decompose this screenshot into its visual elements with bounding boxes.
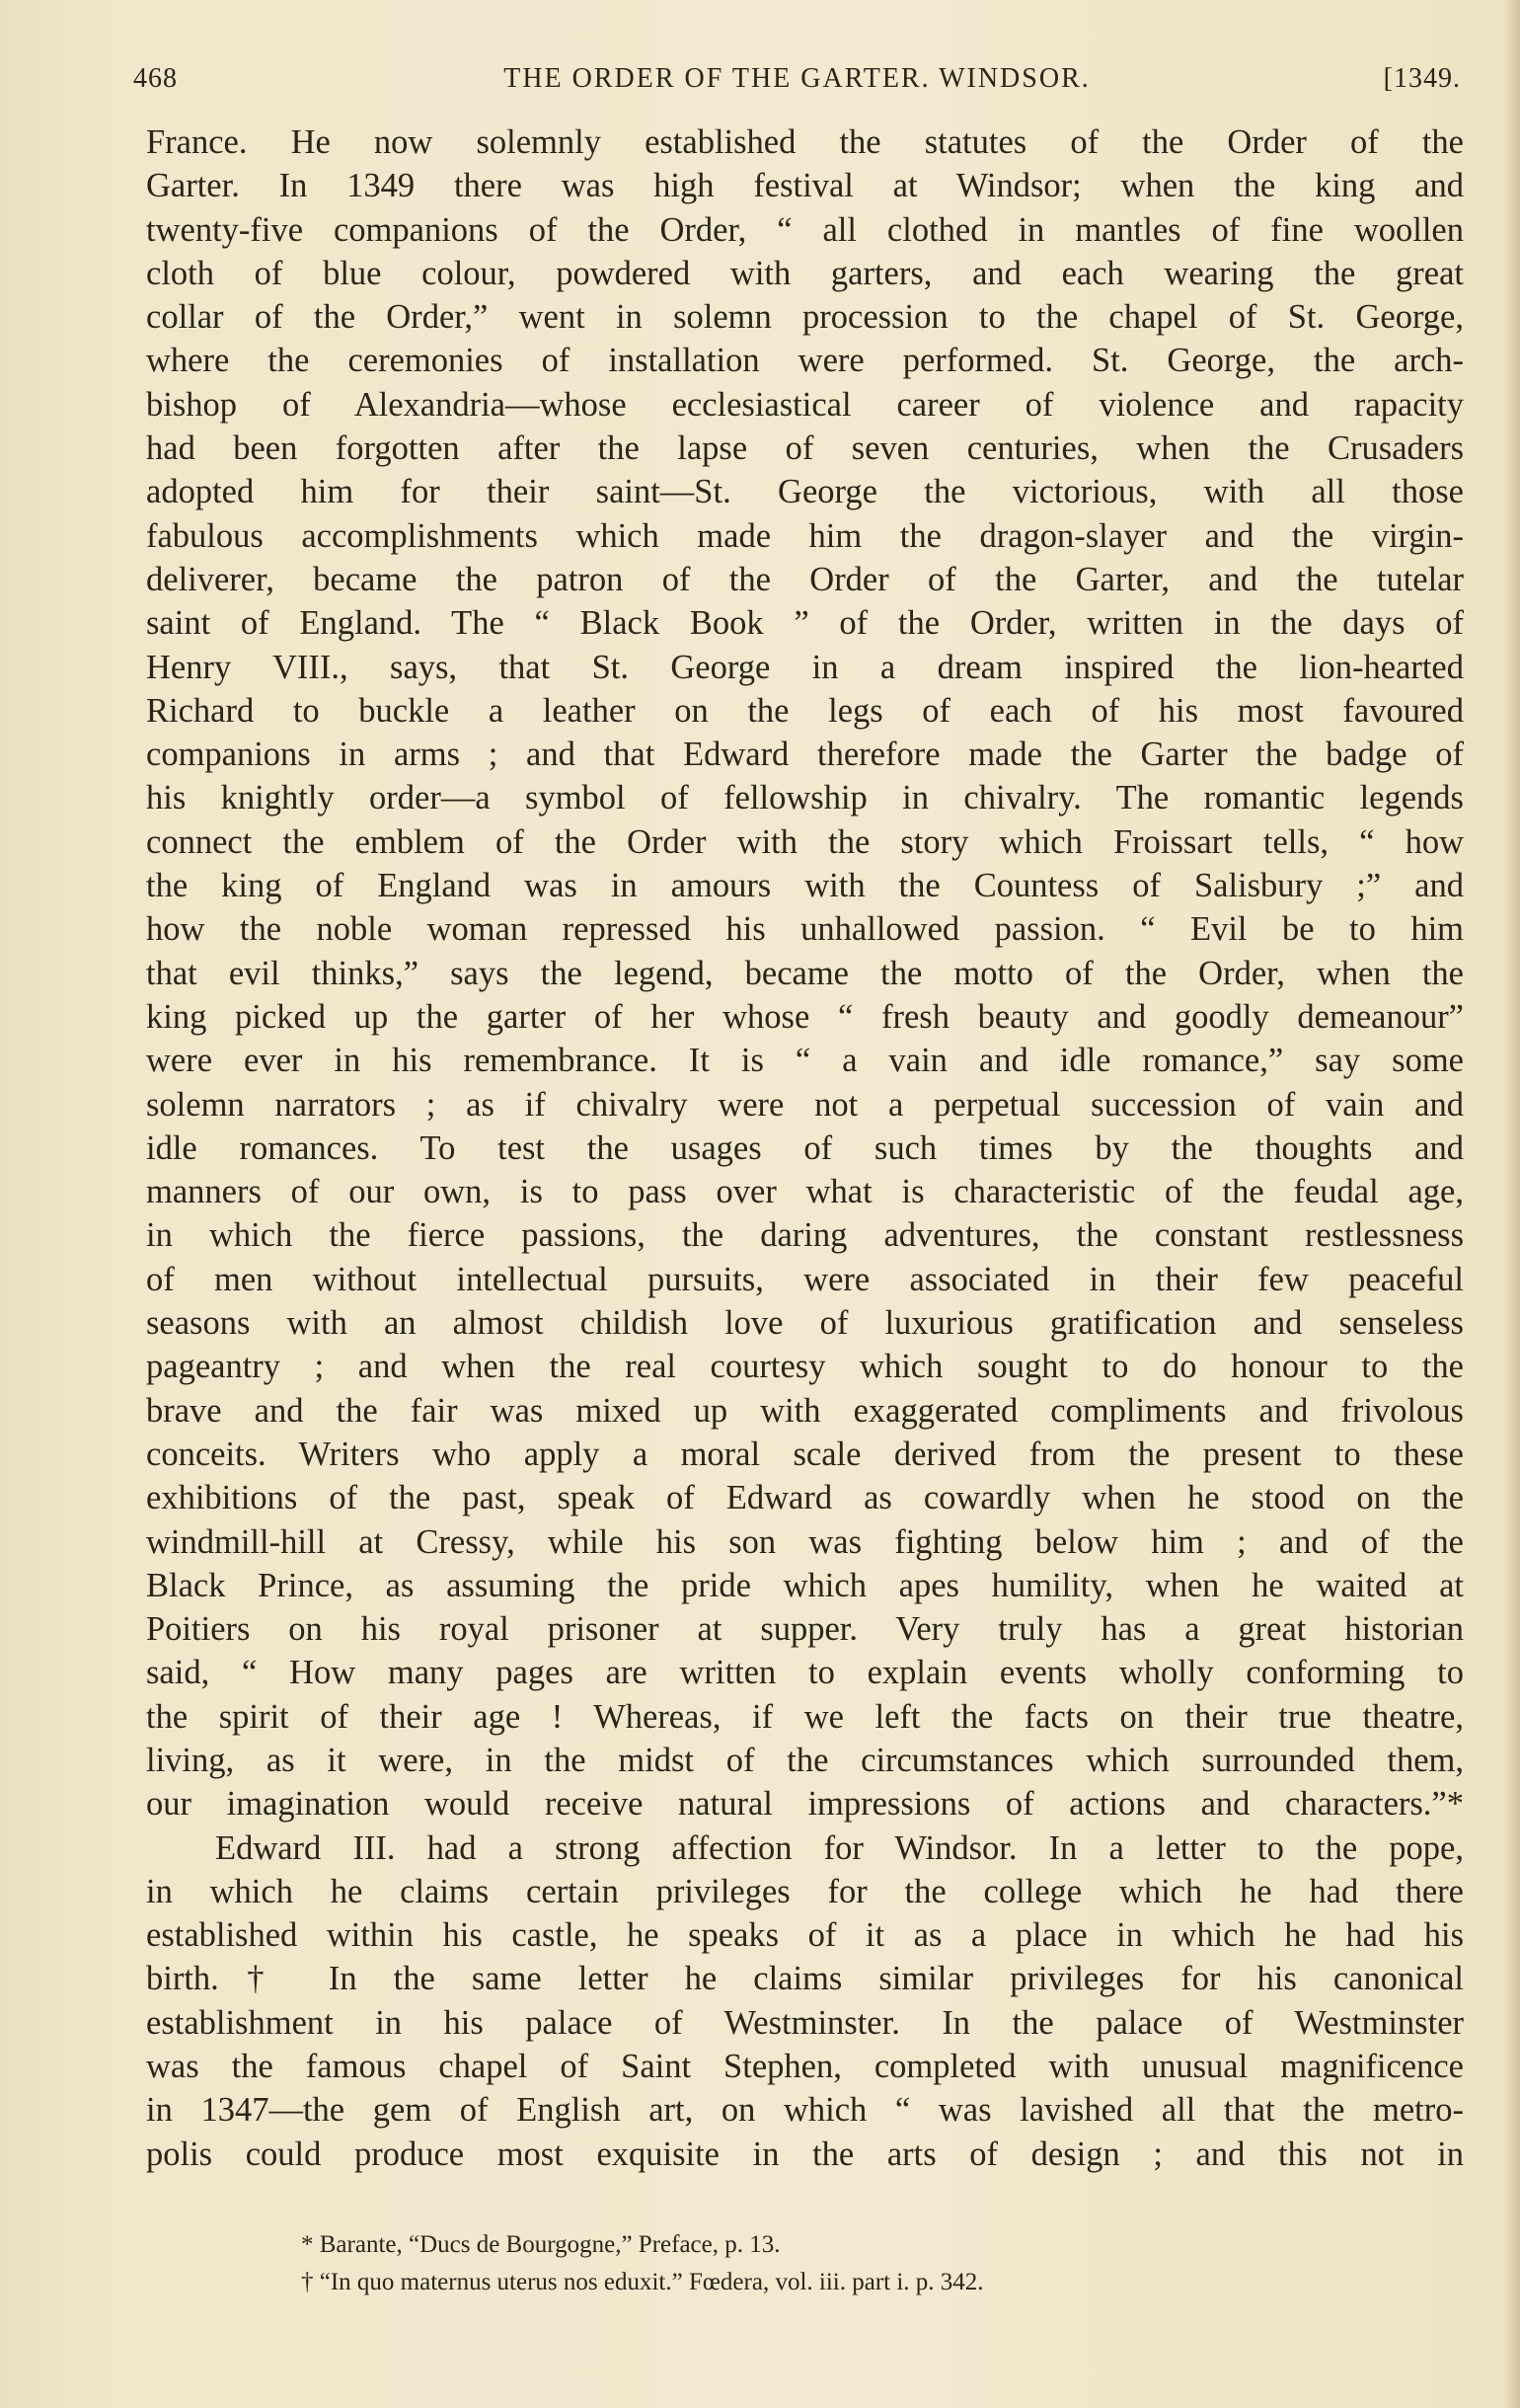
text-line: Henry VIII., says, that St. George in a dream inspired the lion-hearted — [146, 648, 1464, 686]
text-line: idle romances. To test the usages of such times by the thoughts and — [146, 1128, 1464, 1167]
text-line: Richard to buckle a leather on the legs of each of his most favoured — [146, 691, 1464, 730]
header-year: [1349. — [1383, 63, 1461, 94]
body-text — [146, 120, 1464, 2176]
text-line: manners of our own, is to pass over what is characteristic of the feudal age, — [146, 1173, 1464, 1211]
text-line: windmill-hill at Cressy, while his son was fighting below him ; and of the — [146, 1522, 1464, 1561]
text-line: fabulous accomplishments which made him the dragon-slayer and the virgin- — [146, 516, 1464, 555]
text-line: in which the fierce passions, the daring adventures, the constant restlessness — [146, 1216, 1464, 1255]
text-line: connect the emblem of the Order with the story which Froissart tells, “ how — [146, 822, 1464, 861]
text-line: how the noble woman repressed his unhallowed passion. “ Evil be to him — [146, 910, 1464, 949]
text-line: deliverer, became the patron of the Order of the Garter, and the tutelar — [146, 560, 1464, 598]
text-line: had been forgotten after the lapse of seven centuries, when the Crusaders — [146, 429, 1464, 468]
text-line: companions in arms ; and that Edward therefore made the Garter the badge of — [146, 736, 1464, 774]
text-line: France. He now solemnly established the statutes of the Order of the — [146, 123, 1464, 161]
text-line: was the famous chapel of Saint Stephen, completed with unusual magnificence — [146, 2048, 1464, 2086]
text-line: Poitiers on his royal prisoner at supper. Very truly has a great historian — [146, 1610, 1464, 1649]
text-line: that evil thinks,” says the legend, became the motto of the Order, when the — [146, 954, 1464, 992]
text-line: were ever in his remembrance. It is “ a vain and idle romance,” say some — [146, 1042, 1464, 1080]
text-line: the spirit of their age ! Whereas, if we left the facts on their true theatre, — [146, 1697, 1464, 1736]
footnote: * Barante, “Ducs de Bourgogne,” Preface, p. 13. — [301, 2231, 781, 2258]
text-line: king picked up the garter of her whose “ fresh beauty and goodly demeanour” — [146, 997, 1464, 1036]
text-line: bishop of Alexandria—whose ecclesiastical career of violence and rapacity — [146, 385, 1464, 424]
footnotes — [301, 2226, 1337, 2301]
text-line: establishment in his palace of Westminster. In the palace of Westminster — [146, 2003, 1464, 2042]
text-line: said, “ How many pages are written to explain events wholly conforming to — [146, 1654, 1464, 1692]
text-line: exhibitions of the past, speak of Edward as cowardly when he stood on the — [146, 1479, 1464, 1517]
text-line: our imagination would receive natural impressions of actions and characters.”* — [146, 1785, 1464, 1824]
text-line: seasons with an almost childish love of luxurious gratification and senseless — [146, 1304, 1464, 1343]
text-line: solemn narrators ; as if chivalry were not a perpetual succession of vain and — [146, 1085, 1464, 1124]
paragraph-start-line: Edward III. had a strong affection for Windsor. In a letter to the pope, — [215, 1828, 1464, 1867]
text-line: twenty-five companions of the Order, “ all clothed in mantles of fine woollen — [146, 210, 1464, 249]
text-line: polis could produce most exquisite in the arts of design ; and this not in — [146, 2135, 1464, 2173]
text-line: living, as it were, in the midst of the circumstances which surrounded them, — [146, 1741, 1464, 1779]
text-line: Garter. In 1349 there was high festival at Windsor; when the king and — [146, 167, 1464, 205]
text-line: in 1347—the gem of English art, on which “ was lavished all that the metro- — [146, 2091, 1464, 2130]
text-line: of men without intellectual pursuits, were associated in their few peaceful — [146, 1260, 1464, 1298]
text-line: conceits. Writers who apply a moral scale derived from the present to these — [146, 1435, 1464, 1473]
page-number: 468 — [133, 63, 178, 94]
page-edge-shadow — [1504, 0, 1520, 2408]
text-line: in which he claims certain privileges for the college which he had there — [146, 1872, 1464, 1910]
text-line: pageantry ; and when the real courtesy which sought to do honour to the — [146, 1348, 1464, 1386]
text-line: established within his castle, he speaks of it as a place in which he had his — [146, 1916, 1464, 1955]
text-line: birth.† In the same letter he claims similar privileges for his canonical — [146, 1960, 1464, 1998]
text-line: the king of England was in amours with the Countess of Salisbury ;” and — [146, 867, 1464, 905]
text-line: adopted him for their saint—St. George the victorious, with all those — [146, 473, 1464, 511]
text-line: saint of England. The “ Black Book ” of the Order, written in the days of — [146, 604, 1464, 643]
running-header — [133, 63, 1461, 111]
footnote: † “In quo maternus uterus nos eduxit.” Fœdera, vol. iii. part i. p. 342. — [301, 2269, 984, 2295]
text-line: Black Prince, as assuming the pride which apes humility, when he waited at — [146, 1566, 1464, 1604]
text-line: where the ceremonies of installation were performed. St. George, the arch- — [146, 342, 1464, 380]
running-title: THE ORDER OF THE GARTER. WINDSOR. — [503, 63, 1091, 94]
text-line: cloth of blue colour, powdered with garters, and each wearing the great — [146, 254, 1464, 292]
text-line: collar of the Order,” went in solemn procession to the chapel of St. George, — [146, 298, 1464, 337]
text-line: his knightly order—a symbol of fellowship in chivalry. The romantic legends — [146, 779, 1464, 817]
text-line: brave and the fair was mixed up with exaggerated compliments and frivolous — [146, 1391, 1464, 1430]
